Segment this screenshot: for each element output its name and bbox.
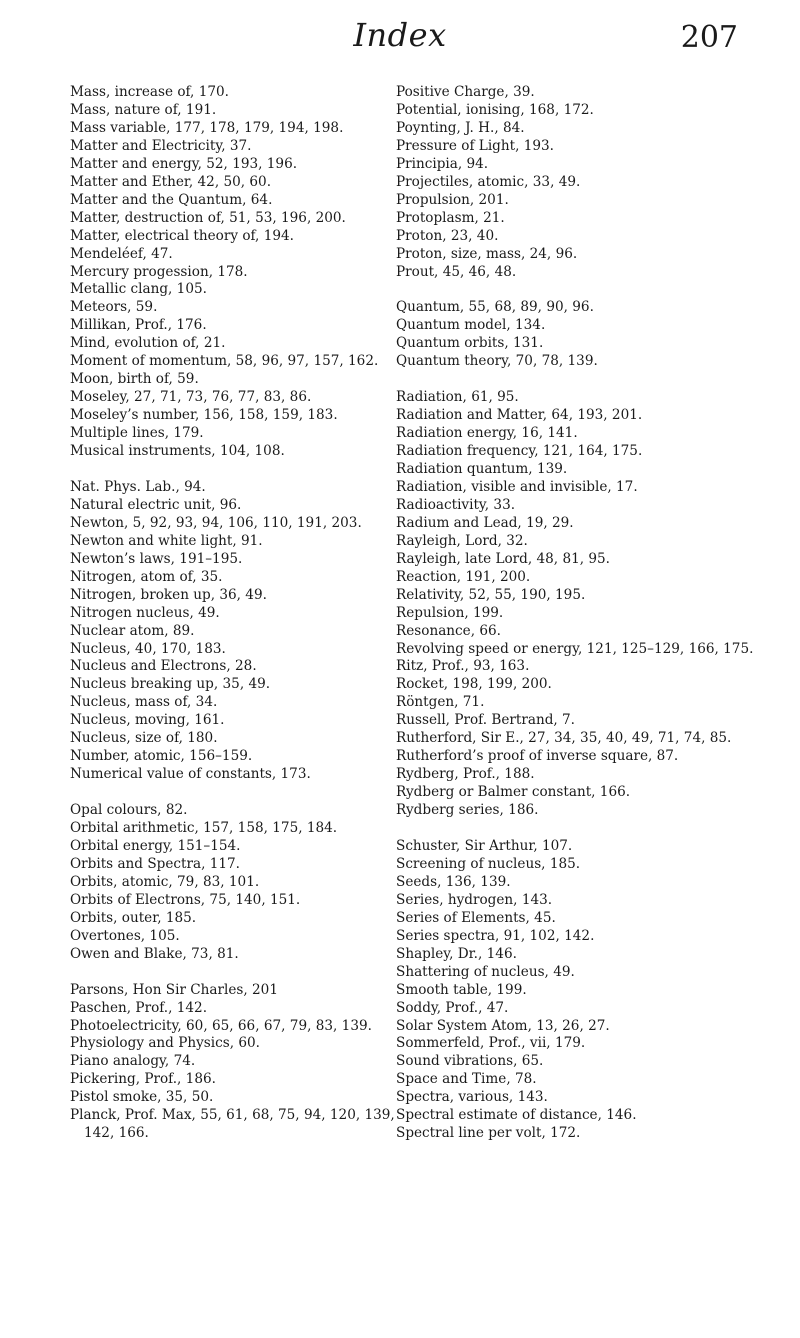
index-entry: Rydberg, Prof., 188. [396,766,535,783]
index-group-separator [396,281,766,299]
index-entry: Soddy, Prof., 47. [396,999,509,1016]
index-entry: Planck, Prof. Max, 55, 61, 68, 75, 94, 120, 139, 142, 166. [70,1107,395,1142]
index-entry: Poynting, J. H., 84. [396,119,525,136]
index-entry: Nucleus, 40, 170, 183. [70,640,226,657]
index-entry: Spectra, various, 143. [396,1089,548,1106]
index-entry: Orbits and Spectra, 117. [70,855,240,872]
index-entry: Shattering of nucleus, 49. [396,963,575,980]
index-entry: Millikan, Prof., 176. [70,317,207,334]
index-entry: Nuclear atom, 89. [70,622,195,639]
index-entry: Seeds, 136, 139. [396,873,511,890]
index-entry: Protoplasm, 21. [396,209,505,226]
index-entry: Space and Time, 78. [396,1071,537,1088]
index-entry: Proton, size, mass, 24, 96. [396,245,578,262]
index-entry: Matter, electrical theory of, 194. [70,227,294,244]
index-entry: Opal colours, 82. [70,802,188,819]
index-entry: Sound vibrations, 65. [396,1053,544,1070]
index-entry: Pressure of Light, 193. [396,137,555,154]
index-entry: Potential, ionising, 168, 172. [396,101,594,118]
index-entry: Meteors, 59. [70,299,158,316]
index-entry: Prout, 45, 46, 48. [396,263,517,280]
index-entry: Quantum theory, 70, 78, 139. [396,353,598,370]
index-entry: Resonance, 66. [396,622,501,639]
index-entry: Schuster, Sir Arthur, 107. [396,837,573,854]
index-entry: Nucleus, moving, 161. [70,712,225,729]
index-entry: Quantum model, 134. [396,317,546,334]
index-entry: Physiology and Physics, 60. [70,1035,260,1052]
index-entry: Rutherford, Sir E., 27, 34, 35, 40, 49, 71, 74, 85. [396,730,732,747]
index-entry: Repulsion, 199. [396,604,504,621]
index-entry: Radiation, 61, 95. [396,389,519,406]
index-entry: Matter and Ether, 42, 50, 60. [70,173,272,190]
index-group-separator [396,371,766,389]
index-entry: Spectral line per volt, 172. [396,1125,581,1142]
index-entry: Moment of momentum, 58, 96, 97, 157, 162. [70,353,379,370]
index-entry: Nucleus, mass of, 34. [70,694,218,711]
index-entry: Rocket, 198, 199, 200. [396,676,552,693]
index-entry: Multiple lines, 179. [70,425,204,442]
index-entry: Nucleus, size of, 180. [70,730,218,747]
index-entry: Reaction, 191, 200. [396,568,531,585]
index-entry: Radiation and Matter, 64, 193, 201. [396,407,643,424]
index-entry: Quantum orbits, 131. [396,335,544,352]
index-entry: Series spectra, 91, 102, 142. [396,927,595,944]
index-group-separator [70,964,410,982]
index-entry: Proton, 23, 40. [396,227,499,244]
index-entry: Metallic clang, 105. [70,281,207,298]
index-entry: Moon, birth of, 59. [70,371,199,388]
index-entry: Rayleigh, late Lord, 48, 81, 95. [396,550,611,567]
index-entry: Newton, 5, 92, 93, 94, 106, 110, 191, 203. [70,514,362,531]
index-entry: Spectral estimate of distance, 146. [396,1107,637,1124]
index-entry: Nucleus breaking up, 35, 49. [70,676,271,693]
index-entry: Series, hydrogen, 143. [396,891,553,908]
index-entry: Mendeléef, 47. [70,245,173,262]
index-entry: Screening of nucleus, 185. [396,855,581,872]
index-entry: Matter, destruction of, 51, 53, 196, 200. [70,209,346,226]
index-entry: Matter and energy, 52, 193, 196. [70,155,298,172]
index-entry: Mass, nature of, 191. [70,101,217,118]
index-entry: Matter and Electricity, 37. [70,137,252,154]
index-entry: Nitrogen, atom of, 35. [70,568,223,585]
index-entry: Orbits of Electrons, 75, 140, 151. [70,891,301,908]
index-entry: Radiation, visible and invisible, 17. [396,478,638,495]
index-entry: Shapley, Dr., 146. [396,945,517,962]
index-entry: Moseley, 27, 71, 73, 76, 77, 83, 86. [70,389,312,406]
index-entry: Relativity, 52, 55, 190, 195. [396,586,586,603]
index-column-right [396,84,766,1143]
index-entry: Owen and Blake, 73, 81. [70,945,239,962]
index-entry: Pickering, Prof., 186. [70,1071,216,1088]
index-entry: Quantum, 55, 68, 89, 90, 96. [396,299,594,316]
index-entry: Numerical value of constants, 173. [70,766,311,783]
index-column-left [70,84,410,1143]
index-entry: Propulsion, 201. [396,191,509,208]
index-entry: Positive Charge, 39. [396,84,535,100]
index-group-separator [70,784,410,802]
index-entry: Ritz, Prof., 93, 163. [396,658,530,675]
index-entry: Radioactivity, 33. [396,496,516,513]
index-entry: Nucleus and Electrons, 28. [70,658,257,675]
index-entry: Rutherford’s proof of inverse square, 87. [396,748,679,765]
index-entry: Pistol smoke, 35, 50. [70,1089,214,1106]
index-entry: Orbital energy, 151–154. [70,838,241,854]
index-entry: Revolving speed or energy, 121, 125–129, 166, 175. [396,640,754,657]
index-entry: Principia, 94. [396,155,489,172]
index-entry: Overtones, 105. [70,927,180,944]
index-entry: Mercury progession, 178. [70,263,248,280]
page-header [0,12,800,72]
index-entry: Solar System Atom, 13, 26, 27. [396,1017,610,1034]
index-entry: Moseley’s number, 156, 158, 159, 183. [70,407,338,424]
index-entry: Number, atomic, 156–159. [70,748,253,765]
index-entry: Rydberg or Balmer constant, 166. [396,784,631,801]
index-entry: Nat. Phys. Lab., 94. [70,478,206,495]
index-entry: Mass, increase of, 170. [70,84,229,100]
index-entry: Orbits, outer, 185. [70,909,197,926]
index-entry: Piano analogy, 74. [70,1053,196,1070]
index-entry: Mind, evolution of, 21. [70,335,226,352]
index-entry: Orbits, atomic, 79, 83, 101. [70,873,260,890]
index-entry: Nitrogen, broken up, 36, 49. [70,586,267,603]
index-entry: Radiation quantum, 139. [396,460,568,477]
index-entry: Radiation frequency, 121, 164, 175. [396,443,643,460]
index-group-separator [396,820,766,838]
index-entry: Newton and white light, 91. [70,532,263,549]
page-number: 207 [680,20,738,55]
index-entry: Sommerfeld, Prof., vii, 179. [396,1035,586,1052]
index-entry: Projectiles, atomic, 33, 49. [396,173,581,190]
index-entry: Parsons, Hon Sir Charles, 201 [70,981,278,998]
index-entry: Radiation energy, 16, 141. [396,425,578,442]
index-entry: Matter and the Quantum, 64. [70,191,273,208]
index-entry: Russell, Prof. Bertrand, 7. [396,712,576,729]
index-entry: Rydberg series, 186. [396,802,539,819]
index-entry: Mass variable, 177, 178, 179, 194, 198. [70,119,344,136]
index-entry: Paschen, Prof., 142. [70,999,208,1016]
index-entry: Röntgen, 71. [396,694,485,711]
index-group-separator [70,461,410,479]
page-title: Index [353,16,447,54]
index-entry: Newton’s laws, 191–195. [70,550,243,567]
index-entry: Photoelectricity, 60, 65, 66, 67, 79, 83, 139. [70,1017,372,1034]
index-entry: Series of Elements, 45. [396,909,556,926]
index-entry: Orbital arithmetic, 157, 158, 175, 184. [70,820,338,837]
index-entry: Smooth table, 199. [396,981,527,998]
index-entry: Rayleigh, Lord, 32. [396,532,528,549]
index-entry: Natural electric unit, 96. [70,496,242,513]
index-entry: Musical instruments, 104, 108. [70,443,285,460]
index-entry: Radium and Lead, 19, 29. [396,514,574,531]
index-entry: Nitrogen nucleus, 49. [70,604,220,621]
